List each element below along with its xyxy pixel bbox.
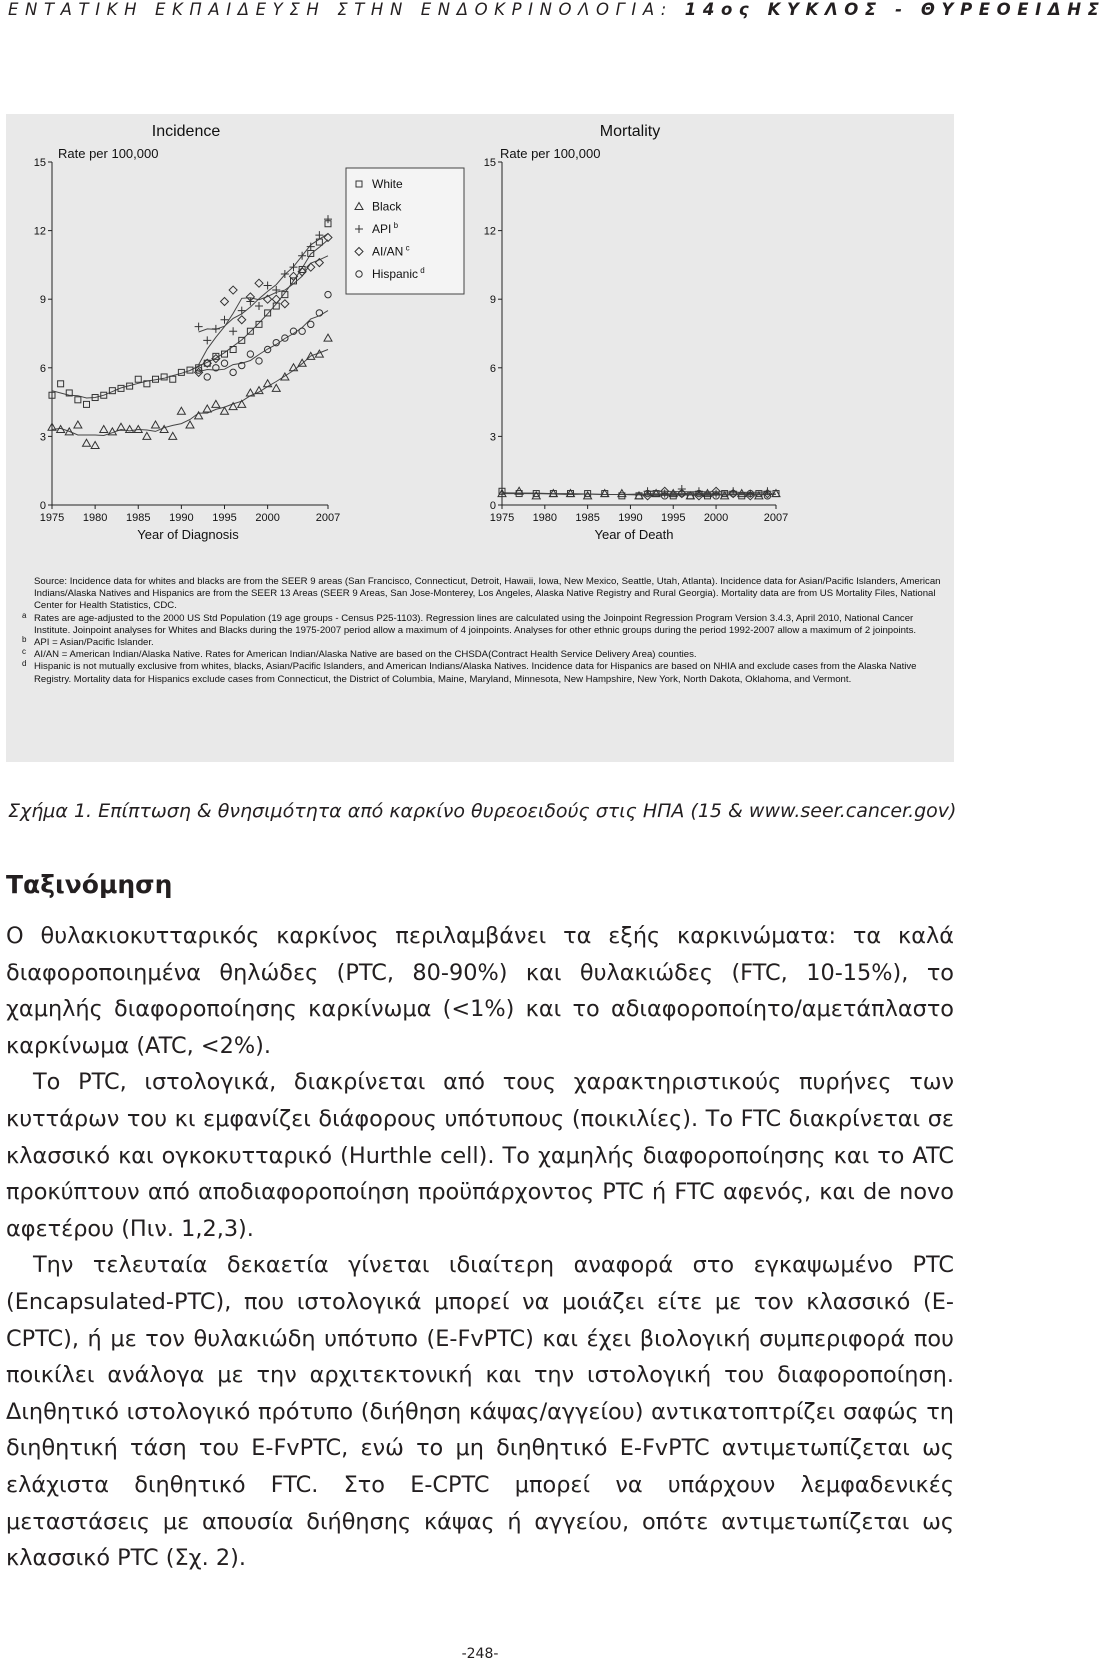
data-point — [264, 281, 272, 289]
series-aian — [195, 233, 332, 376]
trend-line — [199, 311, 328, 372]
legend-label: White — [372, 177, 403, 191]
trend-line — [52, 350, 328, 436]
data-point — [316, 310, 322, 316]
note-mark: d — [22, 659, 27, 669]
running-header — [8, 0, 1106, 19]
data-point — [281, 270, 289, 278]
note-text: Rates are age-adjusted to the 2000 US Std Population (19 age groups - Census P25-1103). Regression lines are calculated using the Joinpoint Regression Program Version 3.4.3, April 2010, National Cancer Institute. Joinpoint analyses for Whites and Blacks during the 1975-2007 period allow a maximum of 4 joinpoints. Analyses for other ethnic groups during the period 1992-2007 allow a maximum of 2 joinpoints. — [34, 612, 917, 636]
data-point — [272, 384, 280, 391]
data-point — [152, 421, 160, 428]
data-point — [204, 374, 210, 380]
data-point — [308, 321, 314, 327]
legend-label: API $^b$ — [372, 221, 399, 236]
note-mark: a — [22, 610, 27, 620]
data-point — [229, 286, 237, 294]
y-axis-label: Rate per 100,000 — [58, 146, 159, 161]
data-point — [229, 327, 237, 335]
x-tick-label: 1975 — [489, 512, 515, 524]
data-point — [195, 323, 203, 331]
section-title: Ταξινόμηση — [6, 870, 173, 899]
note-row — [24, 649, 946, 661]
note-row — [24, 637, 946, 649]
data-point — [281, 300, 289, 308]
data-point — [298, 359, 306, 366]
legend-label: AI/AN $^c$ — [372, 243, 410, 259]
data-point — [230, 369, 236, 375]
paragraph: Την τελευταία δεκαετία γίνεται ιδιαίτερη αναφορά στο εγκαψωμένο PTC (Encapsulated-PTC), που ιστολογικά μπορεί να μοιάζει είτε με τον κλασσικό (E-CPTC), ή με τον θυλακιώδη υπότυπο (E-FvPTC) και έχει βιολογική συμπεριφορά που ποικίλει ανάλογα με την αρχιτεκτονική και την ιστολογική του διαφοροποίηση. Διηθητικό ιστολογικό πρότυπο (διήθηση κάψας/αγγείου) αντικατοπτρίζει σαφώς τη διηθητική τάση του E-FvPTC, ενώ το μη διηθητικό E-FvPTC αντιμετωπίζεται ως ελάχιστα διηθητικό FTC. Στο E-CPTC μπορεί να υπάρχουν λεμφαδενικές μεταστάσεις με απουσία διήθησης κάψας ή αγγείου, οπότε αντιμετωπίζεται ως κλασσικό PTC (Σχ. 2). — [6, 1252, 954, 1572]
y-tick-label: 15 — [33, 157, 46, 169]
data-point — [238, 307, 246, 315]
data-point — [256, 358, 262, 364]
note-mark: c — [22, 647, 26, 657]
mortality-chart — [484, 123, 788, 542]
data-point — [83, 439, 91, 446]
data-point — [324, 334, 332, 341]
note-mark: b — [22, 635, 27, 645]
x-tick-label: 1980 — [82, 512, 108, 524]
legend-label: Black — [372, 199, 402, 214]
data-point — [203, 405, 211, 412]
series-black — [48, 334, 332, 448]
chart-title: Incidence — [151, 123, 221, 140]
data-point — [256, 321, 262, 327]
x-tick-label: 1995 — [212, 512, 237, 524]
y-tick-label: 0 — [489, 500, 496, 512]
y-tick-label: 12 — [33, 225, 46, 238]
data-point — [272, 295, 280, 303]
data-point — [100, 426, 108, 433]
y-tick-label: 6 — [489, 362, 496, 375]
body-text — [6, 918, 954, 1577]
data-point — [143, 432, 151, 439]
y-tick-label: 3 — [489, 431, 496, 444]
header-bold: 14ος ΚΥΚΛΟΣ - ΘΥΡΕΟΕΙΔΗΣ — [684, 0, 1106, 19]
x-tick-label: 2000 — [703, 512, 729, 524]
x-axis-label: Year of Diagnosis — [137, 527, 239, 542]
data-point — [186, 421, 194, 428]
data-point — [325, 291, 331, 297]
y-tick-label: 3 — [39, 431, 46, 444]
incidence-chart — [34, 123, 340, 542]
page-number: -248- — [461, 1646, 499, 1662]
note-row — [24, 661, 946, 685]
paragraph: Το PTC, ιστολογικά, διακρίνεται από τους χαρακτηριστικούς πυρήνες των κυττάρων του κι εμφανίζει διάφορους υπότυπους (ποικιλίες). Το FTC διακρίνεται σε κλασσικό και ογκοκυτταρικό (Hurthle cell). Το χαμηλής διαφοροποίησης και το ATC προκύπτουν από αποδιαφοροποίηση προϋπάρχοντος PTC ή FTC αφενός, και de novo αφετέρου (Πιν. 1,2,3). — [6, 1069, 954, 1242]
legend — [346, 168, 464, 294]
data-point — [316, 239, 322, 245]
y-tick-label: 12 — [483, 225, 496, 238]
chart-title: Mortality — [599, 123, 661, 140]
y-tick-label: 9 — [489, 294, 496, 307]
trend-line — [52, 240, 328, 398]
x-tick-label: 1980 — [532, 512, 558, 524]
legend-label: Hispanic $^d$ — [372, 266, 425, 281]
trend-line — [199, 256, 328, 365]
x-tick-label: 1990 — [169, 512, 194, 524]
figure-notes — [24, 576, 946, 686]
note-text: Source: Incidence data for whites and blacks are from the SEER 9 areas (San Francisco, Connecticut, Detroit, Hawaii, Iowa, New Mexico, Seattle, Utah, Atlanta). Incidence data for Asian/Pacific Islanders, American Indians/Alaska Natives and Hispanics are from the SEER 13 Areas (SEER 9 Areas, San Jose-Monterey, Los Angeles, Alaska Native Registry and Rural Georgia). Mortality data are from US Mortality Files, National Center for Health Statistics, CDC. — [34, 576, 941, 612]
legend-superscript: d — [418, 266, 425, 275]
data-point — [203, 336, 211, 344]
note-row — [22, 610, 946, 637]
data-point — [255, 302, 263, 310]
legend-superscript: c — [403, 243, 410, 253]
data-point — [169, 432, 177, 439]
y-tick-label: 9 — [39, 294, 46, 307]
data-point — [247, 351, 253, 357]
legend-superscript: b — [391, 221, 399, 230]
x-tick-label: 1975 — [39, 512, 65, 524]
y-tick-label: 15 — [483, 157, 496, 169]
data-point — [84, 401, 90, 407]
x-axis-label: Year of Death — [594, 527, 674, 542]
x-tick-label: 2007 — [315, 512, 341, 524]
note-text: API = Asian/Pacific Islander. — [34, 637, 154, 649]
figure-caption: Σχήμα 1. Επίπτωση & θνησιμότητα από καρκίνο θυρεοειδούς στις ΗΠΑ (15 & www.seer.cancer.gov) — [8, 800, 957, 822]
figure — [6, 114, 954, 762]
paragraph: Ο θυλακιοκυτταρικός καρκίνος περιλαμβάνει τα εξής καρκινώματα: τα καλά διαφοροποιημένα θηλώδες (PTC, 80-90%) και θυλακιώδες (FTC, 10-15%), το χαμηλής διαφοροποίησης καρκίνωμα (<1%) και το αδιαφοροποίητο/αμετάπλαστο καρκίνωμα (ATC, <2%). — [6, 923, 954, 1059]
note-row — [24, 576, 946, 613]
data-point — [264, 380, 272, 387]
data-point — [221, 360, 227, 366]
y-axis-label: Rate per 100,000 — [500, 146, 601, 161]
x-tick-label: 2000 — [255, 512, 280, 524]
x-tick-label: 1990 — [618, 512, 643, 524]
data-point — [91, 442, 99, 449]
data-point — [177, 407, 185, 414]
data-point — [299, 328, 305, 334]
y-tick-label: 0 — [39, 500, 46, 512]
x-tick-label: 2007 — [763, 512, 789, 524]
series-hispanic — [195, 291, 331, 380]
series-api — [195, 215, 332, 344]
note-text: AI/AN = American Indian/Alaska Native. Rates for American Indian/Alaska Native are based on the CHSDA(Contract Health Service Delivery Area) counties. — [34, 649, 697, 661]
data-point — [238, 316, 246, 324]
data-point — [126, 426, 134, 433]
note-text: Hispanic is not mutually exclusive from whites, blacks, Asian/Pacific Islanders, and American Indians/Alaska Natives. Incidence data for Hispanics are based on NHIA and exclude cases from the Alaska Native Registry. Mortality data for Hispanics exclude cases from Connecticut, the District of Columbia, Maine, Maryland, Minnesota, New Hampshire, New York, North Dakota, Oklahoma, and Vermont. — [34, 661, 917, 685]
data-point — [212, 325, 220, 333]
data-point — [212, 400, 220, 407]
x-tick-label: 1985 — [126, 512, 151, 524]
data-point — [307, 243, 315, 251]
data-point — [75, 397, 81, 403]
data-point — [290, 263, 298, 271]
data-point — [135, 376, 141, 382]
x-tick-label: 1995 — [661, 512, 686, 524]
data-point — [58, 381, 64, 387]
x-tick-label: 1985 — [575, 512, 600, 524]
header-italic: ΕΝΤΑΤΙΚΗ ΕΚΠΑΙΔΕΥΣΗ ΣΤΗΝ ΕΝΔΟΚΡΙΝΟΛΟΓΙΑ: — [8, 0, 673, 19]
data-point — [255, 279, 263, 287]
y-tick-label: 6 — [39, 362, 46, 375]
data-point — [170, 376, 176, 382]
data-point — [290, 364, 298, 371]
data-point — [221, 297, 229, 305]
data-point — [74, 421, 82, 428]
